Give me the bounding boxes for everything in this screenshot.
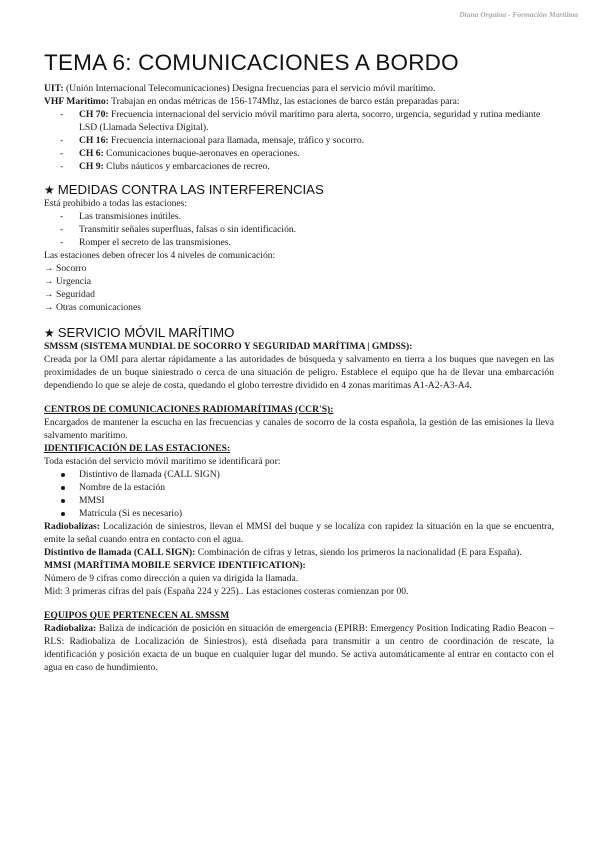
channel-text: Clubs náuticos y embarcaciones de recreo. <box>103 161 270 172</box>
id-heading: IDENTIFICACIÓN DE LAS ESTACIONES: <box>44 443 231 454</box>
equipos-heading: EQUIPOS QUE PERTENECEN AL SMSSM <box>44 610 230 621</box>
mmsi-heading: MMSI (MARÍTIMA MOBILE SERVICE IDENTIFICATION): <box>44 560 306 571</box>
list-item: Matrícula (Si es necesario) <box>44 507 554 520</box>
vhf-label: VHF Marítimo: <box>44 96 109 107</box>
radiobaliza-paragraph: Radiobaliza: Baliza de indicación de posición en situación de emergencia (EPIRB: Emergency Position Indicating Radio Beacon – RLS: Radiobaliza de Localización de Siniestros), está diseñada para transmitir a un centro de coordinación de rescate, la identificación y posición exacta de un buque en cualquier lugar del mundo. Se activa automáticamente al entrar en contacto con el agua en caso de hundimiento. <box>44 623 554 673</box>
channel-label: CH 16: <box>79 135 109 146</box>
channel-label: CH 9: <box>79 161 104 172</box>
smssm-text: Creada por la OMI para alertar rápidamente a las autoridades de búsqueda y salvamento en tierra a los buques que navegen en las proximidades de un buque siniestrado o cerca de una situación de peligro. Establece el equipo que ha de llevar una embarcación dependiendo lo que se aleje de costa, quedando el globo terrestre dividido en 4 zonas marítimas A1-A2-A3-A4. <box>44 354 554 391</box>
ccr-text: Encargados de mantener la escucha en las frecuencias y canales de socorro de la costa española, la gestión de las emisiones la lleva salvamento marítimo. <box>44 417 554 441</box>
uit-paragraph <box>44 82 554 95</box>
level-item: → Socorro <box>44 263 87 274</box>
section-title-interferencias <box>44 183 554 197</box>
list-item: - CH 70: Frecuencia internacional del servicio móvil marítimo para alerta, socorro, urgencia, seguridad y rutina mediante LSD (Llamada Selectiva Digital). <box>60 109 541 133</box>
section-title-text: SERVICIO MÓVIL MARÍTIMO <box>57 325 235 340</box>
radiobalizas-paragraph: Radiobalizas: Localización de siniestros, llevan el MMSI del buque y se localiza con rapidez la situación en la que se encuentra, emite la señal cuando entra en contacto con el agua. <box>44 521 554 545</box>
section-title-text: MEDIDAS CONTRA LAS INTERFERENCIAS <box>57 182 324 197</box>
channel-list <box>44 108 554 173</box>
list-item: - CH 16: Frecuencia internacional para llamada, mensaje, tráfico y socorro. <box>60 135 365 146</box>
ccr-heading: CENTROS DE COMUNICACIONES RADIOMARÍTIMAS (CCR'S): <box>44 404 334 415</box>
channel-label: CH 70: <box>79 109 109 120</box>
uit-label: UIT: <box>44 83 64 94</box>
smssm-heading: SMSSM (SISTEMA MUNDIAL DE SOCORRO Y SEGURIDAD MARÍTIMA | GMDSS): <box>44 341 413 352</box>
uit-text: (Unión Internacional Telecomunicaciones) Designa frecuencias para el servicio móvil marítimo. <box>63 83 436 94</box>
channel-text: Comunicaciones buque-aeronaves en operaciones. <box>103 148 300 159</box>
id-intro: Toda estación del servicio móvil marítimo se identificará por: <box>44 456 281 467</box>
channel-label: CH 6: <box>79 148 104 159</box>
list-item: Distintivo de llamada (CALL SIGN) <box>44 468 554 481</box>
level-item: → Urgencia <box>44 276 91 287</box>
mmsi-line: Número de 9 cifras como dirección a quien va dirigida la llamada. <box>44 573 299 584</box>
list-item: - Romper el secreto de las transmisiones. <box>60 237 231 248</box>
mmsi-line: Mid: 3 primeras cifras del país (España 224 y 225).. Las estaciones costeras comienzan por 00. <box>44 586 409 597</box>
document-body <box>44 82 554 674</box>
list-item: - Las transmisiones inútiles. <box>60 211 182 222</box>
list-item: Nombre de la estación <box>44 481 554 494</box>
star-icon: ★ <box>44 183 55 197</box>
prohibido-list <box>44 210 554 249</box>
page-title: TEMA 6: COMUNICACIONES A BORDO <box>44 50 459 75</box>
star-icon: ★ <box>44 326 55 340</box>
prohibido-intro: Está prohibido a todas las estaciones: <box>44 198 188 209</box>
channel-text: Frecuencia internacional del servicio móvil marítimo para alerta, socorro, urgencia, seguridad y rutina mediante LSD (Llamada Selectiva Digital). <box>79 109 541 133</box>
level-item: → Otras comunicaciones <box>44 302 141 313</box>
channel-text: Frecuencia internacional para llamada, mensaje, tráfico y socorro. <box>108 135 365 146</box>
section-title-servicio <box>44 326 554 340</box>
author-credit: Diana Orgaina - Formación Marítima <box>459 10 578 19</box>
callsign-paragraph: Distintivo de llamada (CALL SIGN): Combinación de cifras y letras, siendo los primeros la nacionalidad (E para España). <box>44 547 522 558</box>
vhf-text: Trabajan en ondas métricas de 156-174Mhz, las estaciones de barco están preparadas para: <box>108 96 460 107</box>
vhf-paragraph <box>44 95 554 108</box>
level-item: → Seguridad <box>44 289 95 300</box>
list-item: - CH 6: Comunicaciones buque-aeronaves en operaciones. <box>60 148 300 159</box>
id-list <box>44 468 554 520</box>
niveles-intro: Las estaciones deben ofrecer los 4 niveles de comunicación: <box>44 250 276 261</box>
list-item: MMSI <box>44 494 554 507</box>
list-item: - CH 9: Clubs náuticos y embarcaciones de recreo. <box>60 161 270 172</box>
list-item: - Transmitir señales superfluas, falsas o sin identificación. <box>60 224 297 235</box>
